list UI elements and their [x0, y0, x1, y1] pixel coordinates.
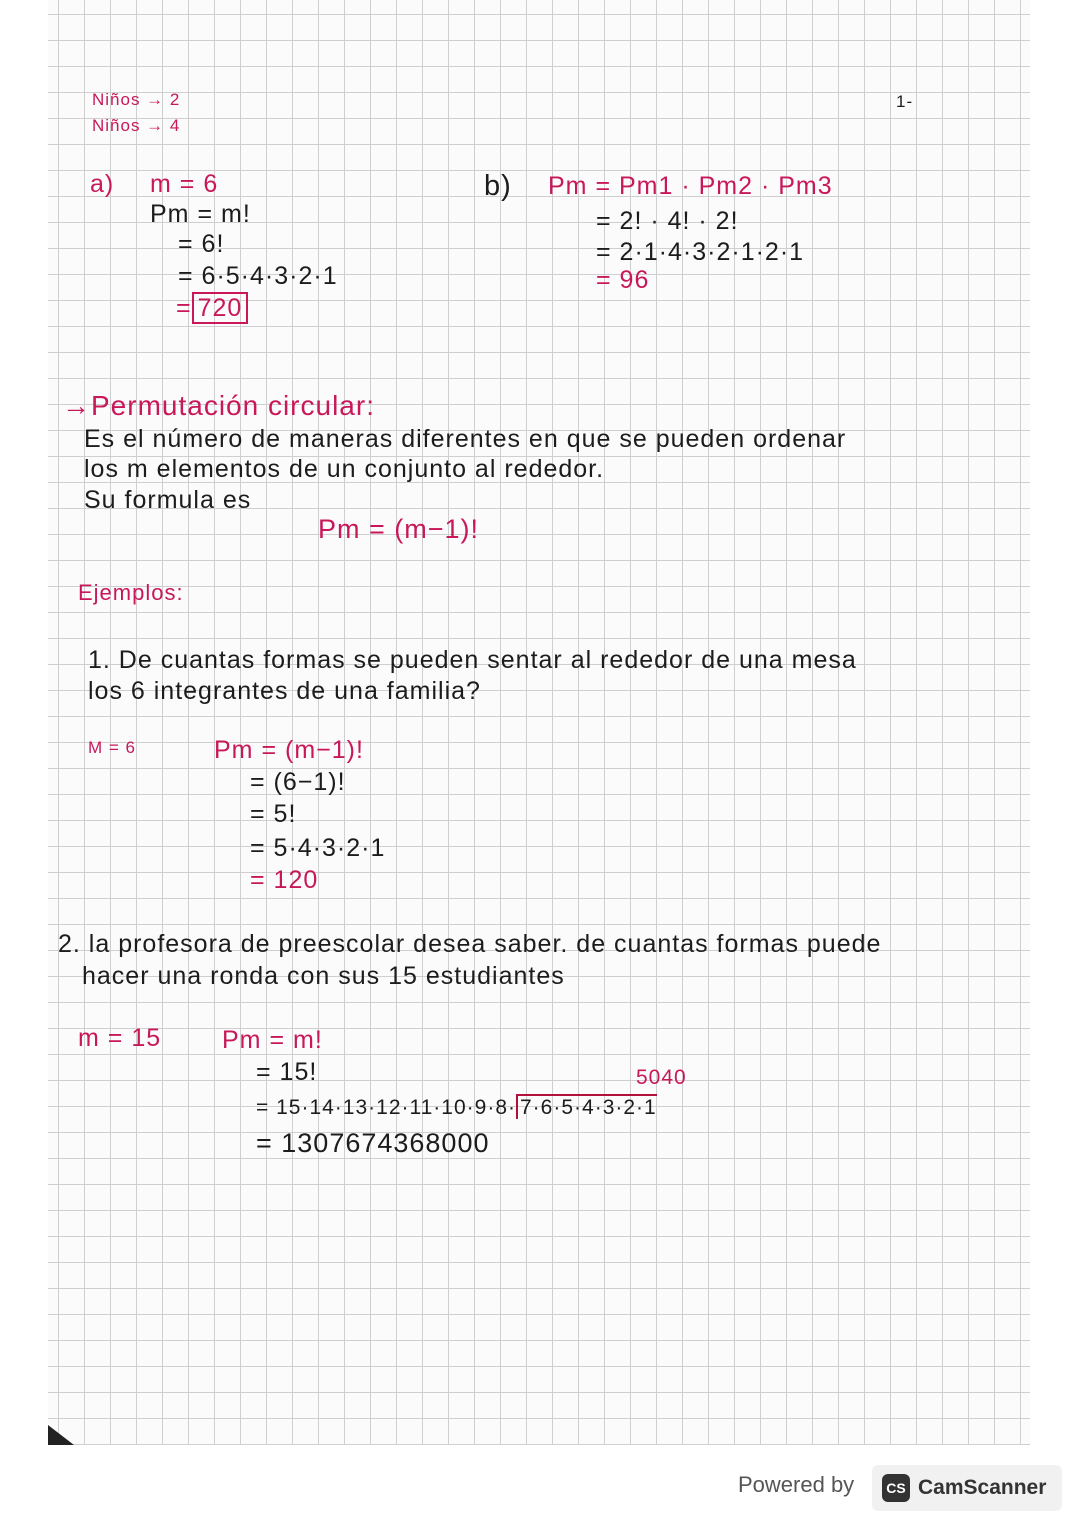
definition-line: los m elementos de un conjunto al rededor. [84, 455, 605, 483]
example-1-question: los 6 integrantes de una familia? [88, 677, 481, 705]
bracketed-expansion: 7·6·5·4·3·2·1 [516, 1094, 657, 1119]
powered-by-text: Powered by [738, 1472, 855, 1497]
example-2-result: = 1307674368000 [256, 1128, 490, 1158]
example-2-question: 2. la profesora de preescolar desea saber. de cuantas formas puede [58, 930, 882, 958]
part-a-line: = 6·5·4·3·2·1 [178, 262, 338, 290]
formula-intro: Su formula es [84, 486, 252, 514]
part-a-line: = 6! [178, 230, 225, 258]
header-line-1: Niños → 2 [92, 90, 181, 109]
example-1-result: = 120 [250, 866, 319, 894]
circular-formula: Pm = (m−1)! [318, 514, 480, 544]
example-1-line: = 5·4·3·2·1 [250, 834, 386, 862]
part-a-given: m = 6 [150, 170, 219, 198]
part-a-label: a) [90, 170, 115, 198]
example-2-line: = 15! [256, 1058, 318, 1086]
camscanner-brand: CamScanner [918, 1476, 1047, 1499]
part-b-line: = 2·1·4·3·2·1·2·1 [596, 238, 805, 266]
header-line-2: Niños → 4 [92, 116, 181, 135]
part-a-result [176, 294, 248, 323]
definition-line: Es el número de maneras diferentes en que se pueden ordenar [84, 425, 847, 453]
boxed-result: 720 [192, 292, 249, 324]
equals-sign: = [176, 294, 192, 322]
example-2-given: m = 15 [78, 1024, 162, 1052]
camscanner-logo-icon: CS [882, 1474, 910, 1502]
example-2-annotation: 5040 [636, 1066, 687, 1089]
page-mark: 1- [896, 92, 914, 111]
examples-title: Ejemplos: [78, 580, 184, 605]
example-1-line: = 5! [250, 800, 297, 828]
part-a-line: Pm = m! [150, 200, 251, 228]
part-b-line: = 2! · 4! · 2! [596, 207, 739, 235]
example-1-question: 1. De cuantas formas se pueden sentar al rededor de una mesa [88, 646, 857, 674]
expansion-prefix: = 15·14·13·12·11·10·9·8· [256, 1096, 516, 1119]
example-1-line: Pm = (m−1)! [214, 736, 364, 764]
example-1-line: = (6−1)! [250, 768, 346, 796]
part-b-line: Pm = Pm1 · Pm2 · Pm3 [548, 172, 833, 200]
example-1-given: M = 6 [88, 738, 136, 757]
section-title: →Permutación circular: [62, 390, 375, 421]
example-2-question: hacer una ronda con sus 15 estudiantes [82, 962, 565, 990]
part-b-result: = 96 [596, 266, 650, 294]
example-2-line: Pm = m! [222, 1026, 323, 1054]
camscanner-badge [872, 1465, 1062, 1511]
example-2-expansion [256, 1096, 657, 1120]
page-corner-fold [48, 1425, 74, 1445]
part-b-label: b) [484, 170, 512, 202]
